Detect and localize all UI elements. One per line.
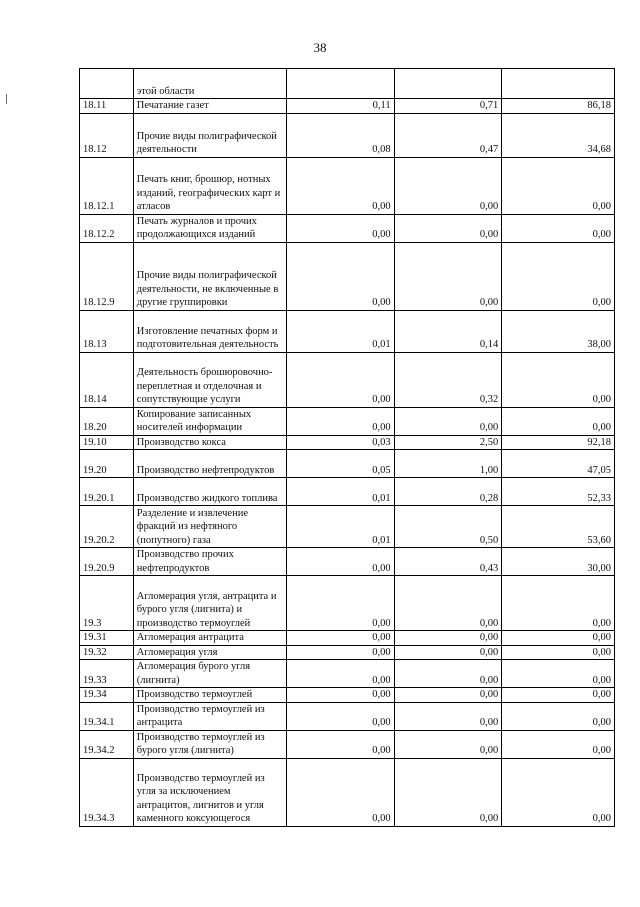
- value-1-cell: 0,00: [287, 660, 395, 688]
- code-cell: 18.11: [80, 99, 134, 114]
- value-2-cell: 0,00: [394, 758, 502, 826]
- code-cell: [80, 69, 134, 99]
- value-1-cell: 0,00: [287, 407, 395, 435]
- name-cell: Прочие виды полиграфической деятельности: [133, 113, 286, 157]
- table-row: [80, 688, 615, 703]
- code-cell: 19.3: [80, 576, 134, 631]
- data-table: [79, 68, 615, 827]
- table-row: [80, 758, 615, 826]
- value-3-cell: 34,68: [502, 113, 615, 157]
- code-cell: 18.12.2: [80, 214, 134, 242]
- value-2-cell: 0,00: [394, 702, 502, 730]
- value-1-cell: 0,08: [287, 113, 395, 157]
- value-2-cell: 0,28: [394, 478, 502, 506]
- value-3-cell: 0,00: [502, 758, 615, 826]
- value-1-cell: 0,00: [287, 157, 395, 214]
- name-cell: Разделение и извлечение фракций из нефтяного (попутного) газа: [133, 506, 286, 548]
- value-1-cell: 0,00: [287, 548, 395, 576]
- value-3-cell: 92,18: [502, 435, 615, 450]
- value-3-cell: 86,18: [502, 99, 615, 114]
- value-2-cell: 0,00: [394, 631, 502, 646]
- value-3-cell: [502, 69, 615, 99]
- name-cell: Копирование записанных носителей информации: [133, 407, 286, 435]
- value-3-cell: 0,00: [502, 702, 615, 730]
- value-1-cell: 0,00: [287, 702, 395, 730]
- value-2-cell: 0,00: [394, 645, 502, 660]
- value-2-cell: 0,00: [394, 214, 502, 242]
- name-cell: Производство термоуглей из антрацита: [133, 702, 286, 730]
- code-cell: 19.20.9: [80, 548, 134, 576]
- value-2-cell: 0,00: [394, 576, 502, 631]
- table-row: [80, 99, 615, 114]
- value-1-cell: 0,05: [287, 450, 395, 478]
- name-cell: Производство нефтепродуктов: [133, 450, 286, 478]
- value-2-cell: 0,00: [394, 157, 502, 214]
- value-1-cell: 0,00: [287, 214, 395, 242]
- value-2-cell: 0,14: [394, 310, 502, 352]
- table-row: [80, 576, 615, 631]
- code-cell: 19.34.3: [80, 758, 134, 826]
- table-row: [80, 407, 615, 435]
- table-row: [80, 435, 615, 450]
- value-3-cell: 0,00: [502, 242, 615, 310]
- table-body: [80, 69, 615, 827]
- value-3-cell: 38,00: [502, 310, 615, 352]
- value-3-cell: 0,00: [502, 407, 615, 435]
- table-row: [80, 214, 615, 242]
- value-3-cell: 0,00: [502, 631, 615, 646]
- table-row: [80, 113, 615, 157]
- value-3-cell: 52,33: [502, 478, 615, 506]
- name-cell: Производство жидкого топлива: [133, 478, 286, 506]
- value-1-cell: 0,11: [287, 99, 395, 114]
- table-row: [80, 631, 615, 646]
- value-3-cell: 0,00: [502, 157, 615, 214]
- name-cell: Печатание газет: [133, 99, 286, 114]
- name-cell: Печать книг, брошюр, нотных изданий, географических карт и атласов: [133, 157, 286, 214]
- value-2-cell: 0,50: [394, 506, 502, 548]
- name-cell: Агломерация угля, антрацита и бурого угля (лигнита) и производство термоуглей: [133, 576, 286, 631]
- name-cell: Производство термоуглей: [133, 688, 286, 703]
- code-cell: 18.12: [80, 113, 134, 157]
- code-cell: 19.34.1: [80, 702, 134, 730]
- name-cell: этой области: [133, 69, 286, 99]
- table-row: [80, 506, 615, 548]
- value-1-cell: 0,00: [287, 576, 395, 631]
- value-3-cell: 53,60: [502, 506, 615, 548]
- table-row: [80, 157, 615, 214]
- table-row: [80, 69, 615, 99]
- value-2-cell: 0,00: [394, 688, 502, 703]
- value-3-cell: 0,00: [502, 688, 615, 703]
- table-row: [80, 702, 615, 730]
- code-cell: 19.31: [80, 631, 134, 646]
- name-cell: Производство термоуглей из бурого угля (лигнита): [133, 730, 286, 758]
- value-1-cell: [287, 69, 395, 99]
- code-cell: 19.34: [80, 688, 134, 703]
- table-row: [80, 660, 615, 688]
- value-1-cell: 0,00: [287, 645, 395, 660]
- name-cell: Печать журналов и прочих продолжающихся изданий: [133, 214, 286, 242]
- value-3-cell: 47,05: [502, 450, 615, 478]
- value-1-cell: 0,03: [287, 435, 395, 450]
- value-2-cell: 0,71: [394, 99, 502, 114]
- value-1-cell: 0,00: [287, 631, 395, 646]
- code-cell: 18.13: [80, 310, 134, 352]
- name-cell: Агломерация бурого угля (лигнита): [133, 660, 286, 688]
- name-cell: Прочие виды полиграфической деятельности, не включенные в другие группировки: [133, 242, 286, 310]
- value-2-cell: 0,47: [394, 113, 502, 157]
- value-3-cell: 0,00: [502, 352, 615, 407]
- code-cell: 19.10: [80, 435, 134, 450]
- value-3-cell: 30,00: [502, 548, 615, 576]
- value-3-cell: 0,00: [502, 645, 615, 660]
- value-2-cell: [394, 69, 502, 99]
- value-1-cell: 0,00: [287, 352, 395, 407]
- value-1-cell: 0,01: [287, 478, 395, 506]
- value-2-cell: 0,00: [394, 242, 502, 310]
- code-cell: 18.14: [80, 352, 134, 407]
- value-1-cell: 0,00: [287, 688, 395, 703]
- value-3-cell: 0,00: [502, 730, 615, 758]
- code-cell: 18.20: [80, 407, 134, 435]
- table-row: [80, 548, 615, 576]
- code-cell: 19.32: [80, 645, 134, 660]
- value-3-cell: 0,00: [502, 576, 615, 631]
- value-2-cell: 0,00: [394, 407, 502, 435]
- table-row: [80, 730, 615, 758]
- code-cell: 19.20: [80, 450, 134, 478]
- value-2-cell: 0,43: [394, 548, 502, 576]
- value-1-cell: 0,01: [287, 506, 395, 548]
- code-cell: 19.33: [80, 660, 134, 688]
- code-cell: 19.34.2: [80, 730, 134, 758]
- value-2-cell: 0,00: [394, 730, 502, 758]
- name-cell: Производство прочих нефтепродуктов: [133, 548, 286, 576]
- code-cell: 18.12.1: [80, 157, 134, 214]
- table-row: [80, 242, 615, 310]
- table-row: [80, 310, 615, 352]
- name-cell: Производство термоуглей из угля за исключением антрацитов, лигнитов и угля каменного коксующегося: [133, 758, 286, 826]
- value-2-cell: 0,00: [394, 660, 502, 688]
- value-1-cell: 0,00: [287, 730, 395, 758]
- table-row: [80, 645, 615, 660]
- name-cell: Изготовление печатных форм и подготовительная деятельность: [133, 310, 286, 352]
- value-1-cell: 0,01: [287, 310, 395, 352]
- value-1-cell: 0,00: [287, 758, 395, 826]
- name-cell: Агломерация угля: [133, 645, 286, 660]
- table-row: [80, 478, 615, 506]
- name-cell: Агломерация антрацита: [133, 631, 286, 646]
- value-2-cell: 0,32: [394, 352, 502, 407]
- value-3-cell: 0,00: [502, 214, 615, 242]
- table-row: [80, 352, 615, 407]
- value-1-cell: 0,00: [287, 242, 395, 310]
- value-2-cell: 2,50: [394, 435, 502, 450]
- name-cell: Деятельность брошюровочно-переплетная и отделочная и сопутствующие услуги: [133, 352, 286, 407]
- code-cell: 18.12.9: [80, 242, 134, 310]
- code-cell: 19.20.1: [80, 478, 134, 506]
- margin-mark: [6, 94, 7, 104]
- value-3-cell: 0,00: [502, 660, 615, 688]
- table-row: [80, 450, 615, 478]
- name-cell: Производство кокса: [133, 435, 286, 450]
- page-number: 38: [313, 40, 327, 55]
- code-cell: 19.20.2: [80, 506, 134, 548]
- value-2-cell: 1,00: [394, 450, 502, 478]
